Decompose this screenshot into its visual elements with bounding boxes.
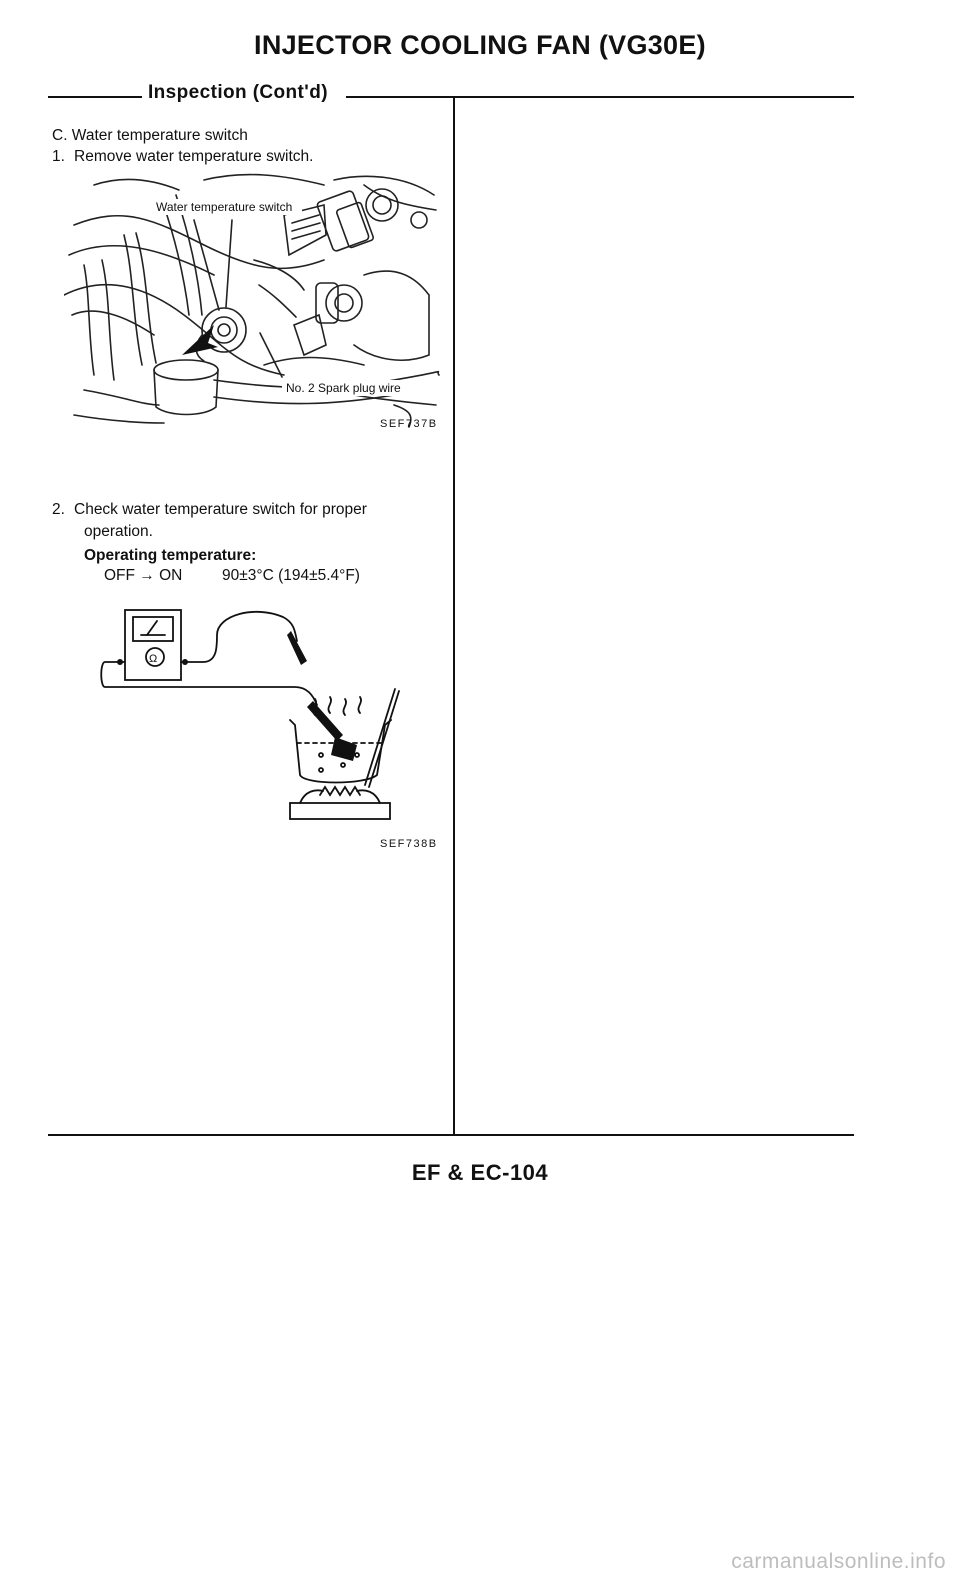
step-1-text: Remove water temperature switch.	[74, 148, 314, 165]
probe-upper	[287, 631, 307, 665]
step-2-text-line2: operation.	[84, 523, 153, 540]
label-spark-plug-wire: No. 2 Spark plug wire	[286, 381, 401, 395]
step-2-text-line1: Check water temperature switch for proper	[74, 501, 367, 518]
spec-state: OFF → ON	[104, 567, 183, 584]
figure-1-code: SEF737B	[380, 418, 438, 430]
page-title: INJECTOR COOLING FAN (VG30E)	[254, 30, 706, 60]
footer-rule	[48, 1134, 854, 1136]
step-1	[52, 147, 313, 167]
label-water-temperature-switch: Water temperature switch	[156, 200, 293, 214]
probe-lower	[307, 701, 343, 741]
switch-in-beaker	[331, 737, 357, 761]
watermark: carmanualsonline.info	[731, 1550, 946, 1573]
step-1-number: 1.	[52, 148, 65, 165]
column-divider	[453, 96, 455, 1136]
spec-value: 90±3°C (194±5.4°F)	[222, 567, 360, 584]
step-2-number: 2.	[52, 501, 65, 518]
ohmmeter-test-illustration	[95, 605, 415, 830]
spec-label: Operating temperature:	[84, 547, 257, 564]
subsection-heading: C. Water temperature switch	[52, 127, 248, 144]
section-title: Inspection (Cont'd)	[148, 82, 328, 103]
engine-illustration	[64, 165, 444, 435]
section-rule-right	[346, 96, 854, 98]
step-2	[52, 500, 432, 520]
figure-2-code: SEF738B	[380, 838, 438, 850]
page-number: EF & EC-104	[411, 1160, 549, 1185]
ohm-symbol: Ω	[149, 653, 158, 665]
section-rule-left	[48, 96, 142, 98]
pointer-arrow	[182, 325, 218, 355]
